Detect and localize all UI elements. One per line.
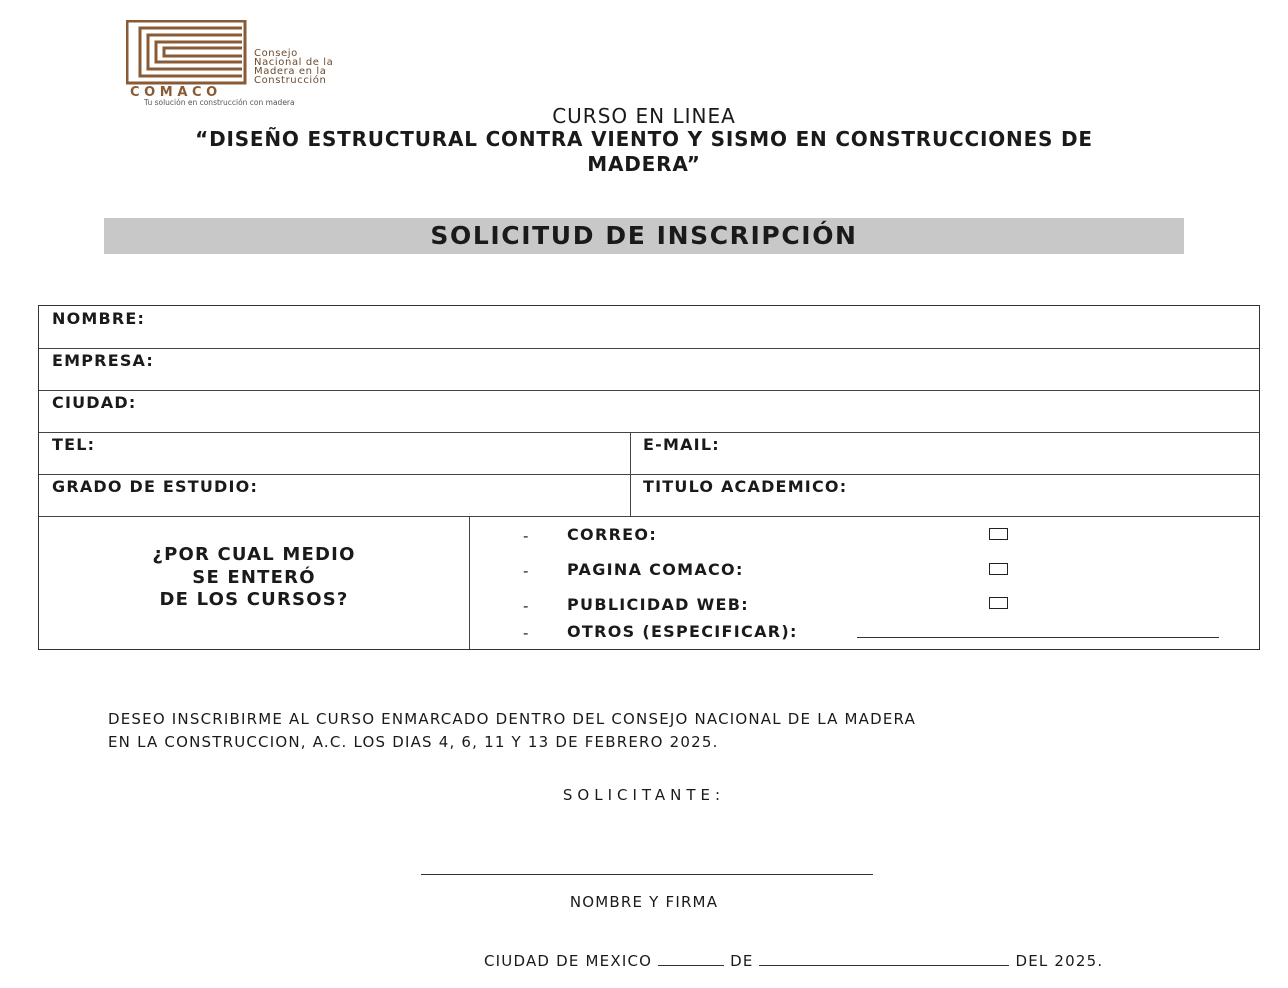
nombre-label: NOMBRE: (52, 309, 146, 328)
registration-form (38, 305, 1260, 650)
empresa-label: EMPRESA: (52, 351, 155, 370)
option-otros-label: OTROS (ESPECIFICAR): (567, 622, 798, 641)
grado-field[interactable] (309, 474, 624, 516)
empresa-field[interactable] (179, 348, 1249, 390)
form-title-band (104, 218, 1184, 254)
question-line: DE LOS CURSOS? (159, 589, 349, 610)
course-title-line: “DISEÑO ESTRUCTURAL CONTRA VIENTO Y SISMO EN CONSTRUCCIONES DE (195, 127, 1093, 151)
option-pagina-label: PAGINA COMACO: (567, 560, 744, 579)
option-bullet: - (523, 527, 529, 545)
course-title-line: MADERA” (587, 152, 701, 176)
column-divider (469, 516, 470, 649)
signature-field[interactable] (421, 874, 873, 875)
signature-caption: NOMBRE Y FIRMA (569, 893, 719, 911)
option-publicidad-label: PUBLICIDAD WEB: (567, 595, 749, 614)
date-line (484, 952, 1103, 970)
option-correo-label: CORREO: (567, 525, 658, 544)
applicant-label: SOLICITANTE: (562, 786, 726, 804)
titulo-label: TITULO ACADEMICO: (643, 477, 848, 496)
question-line: ¿POR CUAL MEDIO (152, 544, 356, 565)
option-bullet: - (523, 597, 529, 615)
course-title (100, 127, 1188, 177)
option-pagina-checkbox[interactable] (989, 563, 1008, 575)
ciudad-label: CIUDAD: (52, 393, 137, 412)
option-bullet: - (523, 562, 529, 580)
course-kind: CURSO EN LINEA (552, 104, 736, 128)
email-label: E-MAIL: (643, 435, 720, 454)
logo-org-line: Consejo (254, 48, 298, 59)
column-divider (630, 432, 631, 516)
date-month-field[interactable] (759, 953, 1009, 966)
option-correo-checkbox[interactable] (989, 528, 1008, 540)
tel-label: TEL: (52, 435, 96, 454)
grado-label: GRADO DE ESTUDIO: (52, 477, 259, 496)
question-line: SE ENTERÓ (192, 566, 316, 588)
option-publicidad-checkbox[interactable] (989, 597, 1008, 609)
titulo-field[interactable] (899, 474, 1249, 516)
option-bullet: - (523, 624, 529, 642)
date-de: DE (730, 952, 754, 970)
nombre-field[interactable] (169, 306, 1249, 348)
declaration-line: DESEO INSCRIBIRME AL CURSO ENMARCADO DENTRO DEL CONSEJO NACIONAL DE LA MADERA (108, 710, 917, 728)
row-divider (39, 516, 1259, 517)
date-year: DEL 2025. (1015, 952, 1104, 970)
source-question (39, 544, 469, 612)
logo-org-name (254, 49, 364, 85)
ciudad-field[interactable] (164, 390, 1249, 432)
declaration-text (108, 708, 1188, 754)
tel-field[interactable] (109, 432, 624, 474)
email-field[interactable] (739, 432, 1249, 474)
logo-org-line: Construcción (254, 75, 327, 86)
date-day-field[interactable] (658, 953, 724, 966)
comaco-logo (126, 20, 366, 110)
declaration-line: EN LA CONSTRUCCION, A.C. LOS DIAS 4, 6, 11 Y 13 DE FEBRERO 2025. (108, 733, 719, 751)
form-title: SOLICITUD DE INSCRIPCIÓN (430, 221, 858, 250)
option-otros-field[interactable] (857, 637, 1219, 638)
date-city: CIUDAD DE MEXICO (484, 952, 653, 970)
logo-tagline: Tu solución en construcción con madera (144, 98, 295, 107)
logo-org-line: Nacional de la (254, 57, 334, 68)
logo-name: COMACO (130, 85, 222, 100)
comaco-logo-icon (126, 20, 248, 86)
logo-org-line: Madera en la (254, 66, 327, 77)
